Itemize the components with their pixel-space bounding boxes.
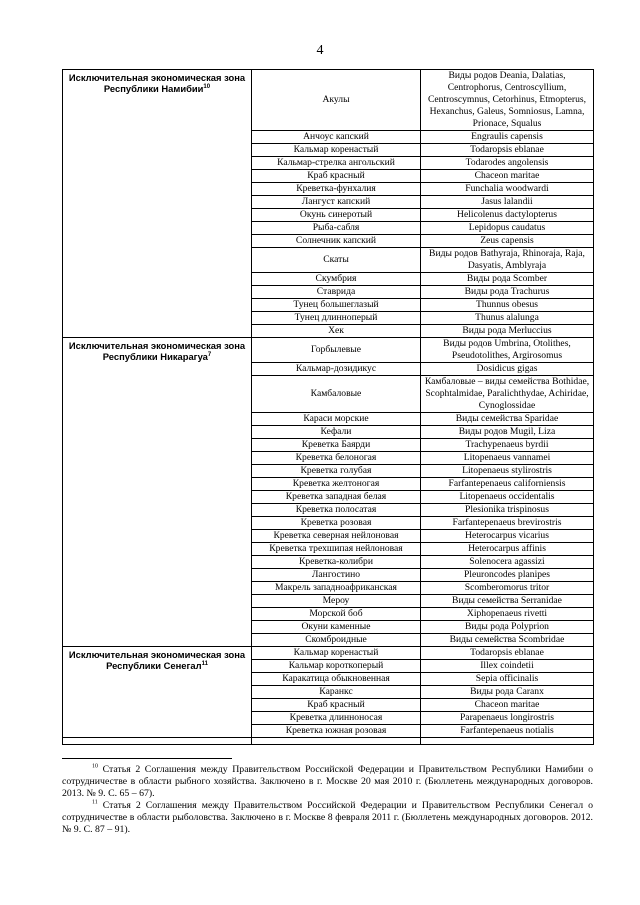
common-name-cell: Кальмар-стрелка ангольский xyxy=(252,157,421,170)
species-cell: Виды рода Scomber xyxy=(421,273,594,286)
species-cell: Виды семейства Serranidae xyxy=(421,595,594,608)
species-cell: Todaropsis eblanae xyxy=(421,647,594,660)
species-cell: Todaropsis eblanae xyxy=(421,144,594,157)
species-cell: Виды семейства Sparidae xyxy=(421,413,594,426)
zone-name: Исключительная экономическая зона Республики Сенегал xyxy=(68,649,246,671)
species-cell: Виды родов Deania, Dalatias, Centrophorus, Centroscyllium, Centroscymnus, Cetorhinus, Etmopterus, Hexanchus, Galeus, Somniosus, Lamna, Prionace, Squalus xyxy=(421,70,594,131)
common-name-cell: Креветка белоногая xyxy=(252,452,421,465)
species-cell: Виды родов Umbrina, Otolithes, Pseudotolithes, Argirosomus xyxy=(421,338,594,363)
common-name-cell: Хек xyxy=(252,325,421,338)
species-cell: Heterocarpus affinis xyxy=(421,543,594,556)
common-name-cell: Каракатица обыкновенная xyxy=(252,673,421,686)
common-name-cell: Тунец длинноперый xyxy=(252,312,421,325)
common-name-cell: Кальмар-дозидикус xyxy=(252,363,421,376)
species-cell: Виды рода Trachurus xyxy=(421,286,594,299)
common-name-cell: Морской боб xyxy=(252,608,421,621)
footnote-number: 10 xyxy=(92,763,98,770)
zone-name-cell xyxy=(63,338,252,647)
zone-name-cell xyxy=(63,647,252,738)
species-cell: Thunnus obesus xyxy=(421,299,594,312)
table-row xyxy=(63,70,594,131)
species-cell: Виды родов Mugil, Liza xyxy=(421,426,594,439)
species-cell: Helicolenus dactylopterus xyxy=(421,209,594,222)
species-cell: Lepidopus caudatus xyxy=(421,222,594,235)
common-name-cell: Креветка западная белая xyxy=(252,491,421,504)
table-row xyxy=(63,338,594,363)
species-cell: Parapenaeus longirostris xyxy=(421,712,594,725)
common-name-cell: Каранкс xyxy=(252,686,421,699)
empty-cell xyxy=(63,738,252,745)
common-name-cell: Кальмар короткоперый xyxy=(252,660,421,673)
common-name-cell: Окуни каменные xyxy=(252,621,421,634)
common-name-cell: Креветка северная нейлоновая xyxy=(252,530,421,543)
species-cell: Illex coindetii xyxy=(421,660,594,673)
species-cell: Farfantepenaeus notialis xyxy=(421,725,594,738)
species-cell: Litopenaeus stylirostris xyxy=(421,465,594,478)
species-cell: Trachypenaeus byrdii xyxy=(421,439,594,452)
common-name-cell: Кефали xyxy=(252,426,421,439)
species-cell: Камбаловые – виды семейства Bothidae, Scophtalmidae, Paralichthydae, Achiridae, Cynoglossidae xyxy=(421,376,594,413)
footnote-separator xyxy=(62,758,232,759)
zone-note: 7 xyxy=(207,351,212,358)
common-name-cell: Креветка южная розовая xyxy=(252,725,421,738)
common-name-cell: Креветка голубая xyxy=(252,465,421,478)
zone-name: Исключительная экономическая зона Республики Намибии xyxy=(68,72,246,94)
species-cell: Виды семейства Scombridae xyxy=(421,634,594,647)
species-cell: Plesionika trispinosus xyxy=(421,504,594,517)
species-cell: Litopenaeus vannamei xyxy=(421,452,594,465)
common-name-cell: Креветка желтоногая xyxy=(252,478,421,491)
zone-note: 10 xyxy=(203,83,211,90)
species-table xyxy=(62,69,594,745)
table-row xyxy=(63,647,594,660)
species-cell: Jasus lalandii xyxy=(421,196,594,209)
common-name-cell: Тунец большеглазый xyxy=(252,299,421,312)
zone-name-cell xyxy=(63,70,252,338)
species-cell: Pleuroncodes planipes xyxy=(421,569,594,582)
species-cell: Thunus alalunga xyxy=(421,312,594,325)
common-name-cell: Караси морские xyxy=(252,413,421,426)
species-cell: Engraulis capensis xyxy=(421,131,594,144)
common-name-cell: Креветка-колибри xyxy=(252,556,421,569)
common-name-cell: Кальмар коренастый xyxy=(252,647,421,660)
species-cell: Farfantepenaeus brevirostris xyxy=(421,517,594,530)
empty-cell xyxy=(252,738,421,745)
common-name-cell: Креветка розовая xyxy=(252,517,421,530)
empty-cell xyxy=(421,738,594,745)
footnote-text: Статья 2 Соглашения между Правительством Российской Федерации и Правительством Республики Намибии о сотрудничестве в области рыбного хозяйства. Заключено в г. Москве 20 мая 2010 г. (Бюллетень международных договоров. 2013. № 9. С. 65 – 67). xyxy=(62,764,593,799)
species-cell: Chaceon maritae xyxy=(421,699,594,712)
species-cell: Scomberomorus tritor xyxy=(421,582,594,595)
common-name-cell: Краб красный xyxy=(252,699,421,712)
species-cell: Litopenaeus occidentalis xyxy=(421,491,594,504)
common-name-cell: Ставрида xyxy=(252,286,421,299)
common-name-cell: Анчоус капский xyxy=(252,131,421,144)
zone-name: Исключительная экономическая зона Республики Никарагуа xyxy=(68,340,246,362)
table-end-row xyxy=(63,738,594,745)
common-name-cell: Макрель западноафриканская xyxy=(252,582,421,595)
species-cell: Zeus capensis xyxy=(421,235,594,248)
common-name-cell: Скумбрия xyxy=(252,273,421,286)
common-name-cell: Креветка полосатая xyxy=(252,504,421,517)
common-name-cell: Рыба-сабля xyxy=(252,222,421,235)
common-name-cell: Окунь синеротый xyxy=(252,209,421,222)
species-cell: Funchalia woodwardi xyxy=(421,183,594,196)
footnote xyxy=(62,764,593,800)
common-name-cell: Скаты xyxy=(252,248,421,273)
species-cell: Sepia officinalis xyxy=(421,673,594,686)
common-name-cell: Креветка-фунхалия xyxy=(252,183,421,196)
species-cell: Dosidicus gigas xyxy=(421,363,594,376)
common-name-cell: Лангостино xyxy=(252,569,421,582)
page-number: 4 xyxy=(316,43,324,58)
common-name-cell: Солнечник капский xyxy=(252,235,421,248)
common-name-cell: Креветка длинноносая xyxy=(252,712,421,725)
species-cell: Виды рода Merluccius xyxy=(421,325,594,338)
common-name-cell: Креветка трехшипая нейлоновая xyxy=(252,543,421,556)
common-name-cell: Креветка Баярди xyxy=(252,439,421,452)
species-cell: Solenocera agassizi xyxy=(421,556,594,569)
species-cell: Todarodes angolensis xyxy=(421,157,594,170)
species-cell: Xiphopenaeus rivetti xyxy=(421,608,594,621)
common-name-cell: Мероу xyxy=(252,595,421,608)
common-name-cell: Скомброидные xyxy=(252,634,421,647)
species-cell: Виды родов Bathyraja, Rhinoraja, Raja, Dasyatis, Amblyraja xyxy=(421,248,594,273)
species-cell: Heterocarpus vicarius xyxy=(421,530,594,543)
common-name-cell: Кальмар коренастый xyxy=(252,144,421,157)
common-name-cell: Лангуст капский xyxy=(252,196,421,209)
species-cell: Виды рода Caranx xyxy=(421,686,594,699)
zone-note: 11 xyxy=(201,660,208,667)
species-cell: Farfantepenaeus californiensis xyxy=(421,478,594,491)
common-name-cell: Камбаловые xyxy=(252,376,421,413)
footnote-text: Статья 2 Соглашения между Правительством Российской Федерации и Правительством Республики Сенегал о сотрудничестве в области рыболовства. Заключено в г. Москве 8 февраля 2011 г. (Бюллетень международных договоров. 2012. № 9. С. 87 – 91). xyxy=(62,800,593,835)
species-cell: Виды рода Polyprion xyxy=(421,621,594,634)
common-name-cell: Акулы xyxy=(252,70,421,131)
footnote-number: 11 xyxy=(92,799,98,806)
footnotes xyxy=(62,764,593,836)
species-cell: Chaceon maritae xyxy=(421,170,594,183)
common-name-cell: Краб красный xyxy=(252,170,421,183)
footnote xyxy=(62,800,593,836)
common-name-cell: Горбылевые xyxy=(252,338,421,363)
